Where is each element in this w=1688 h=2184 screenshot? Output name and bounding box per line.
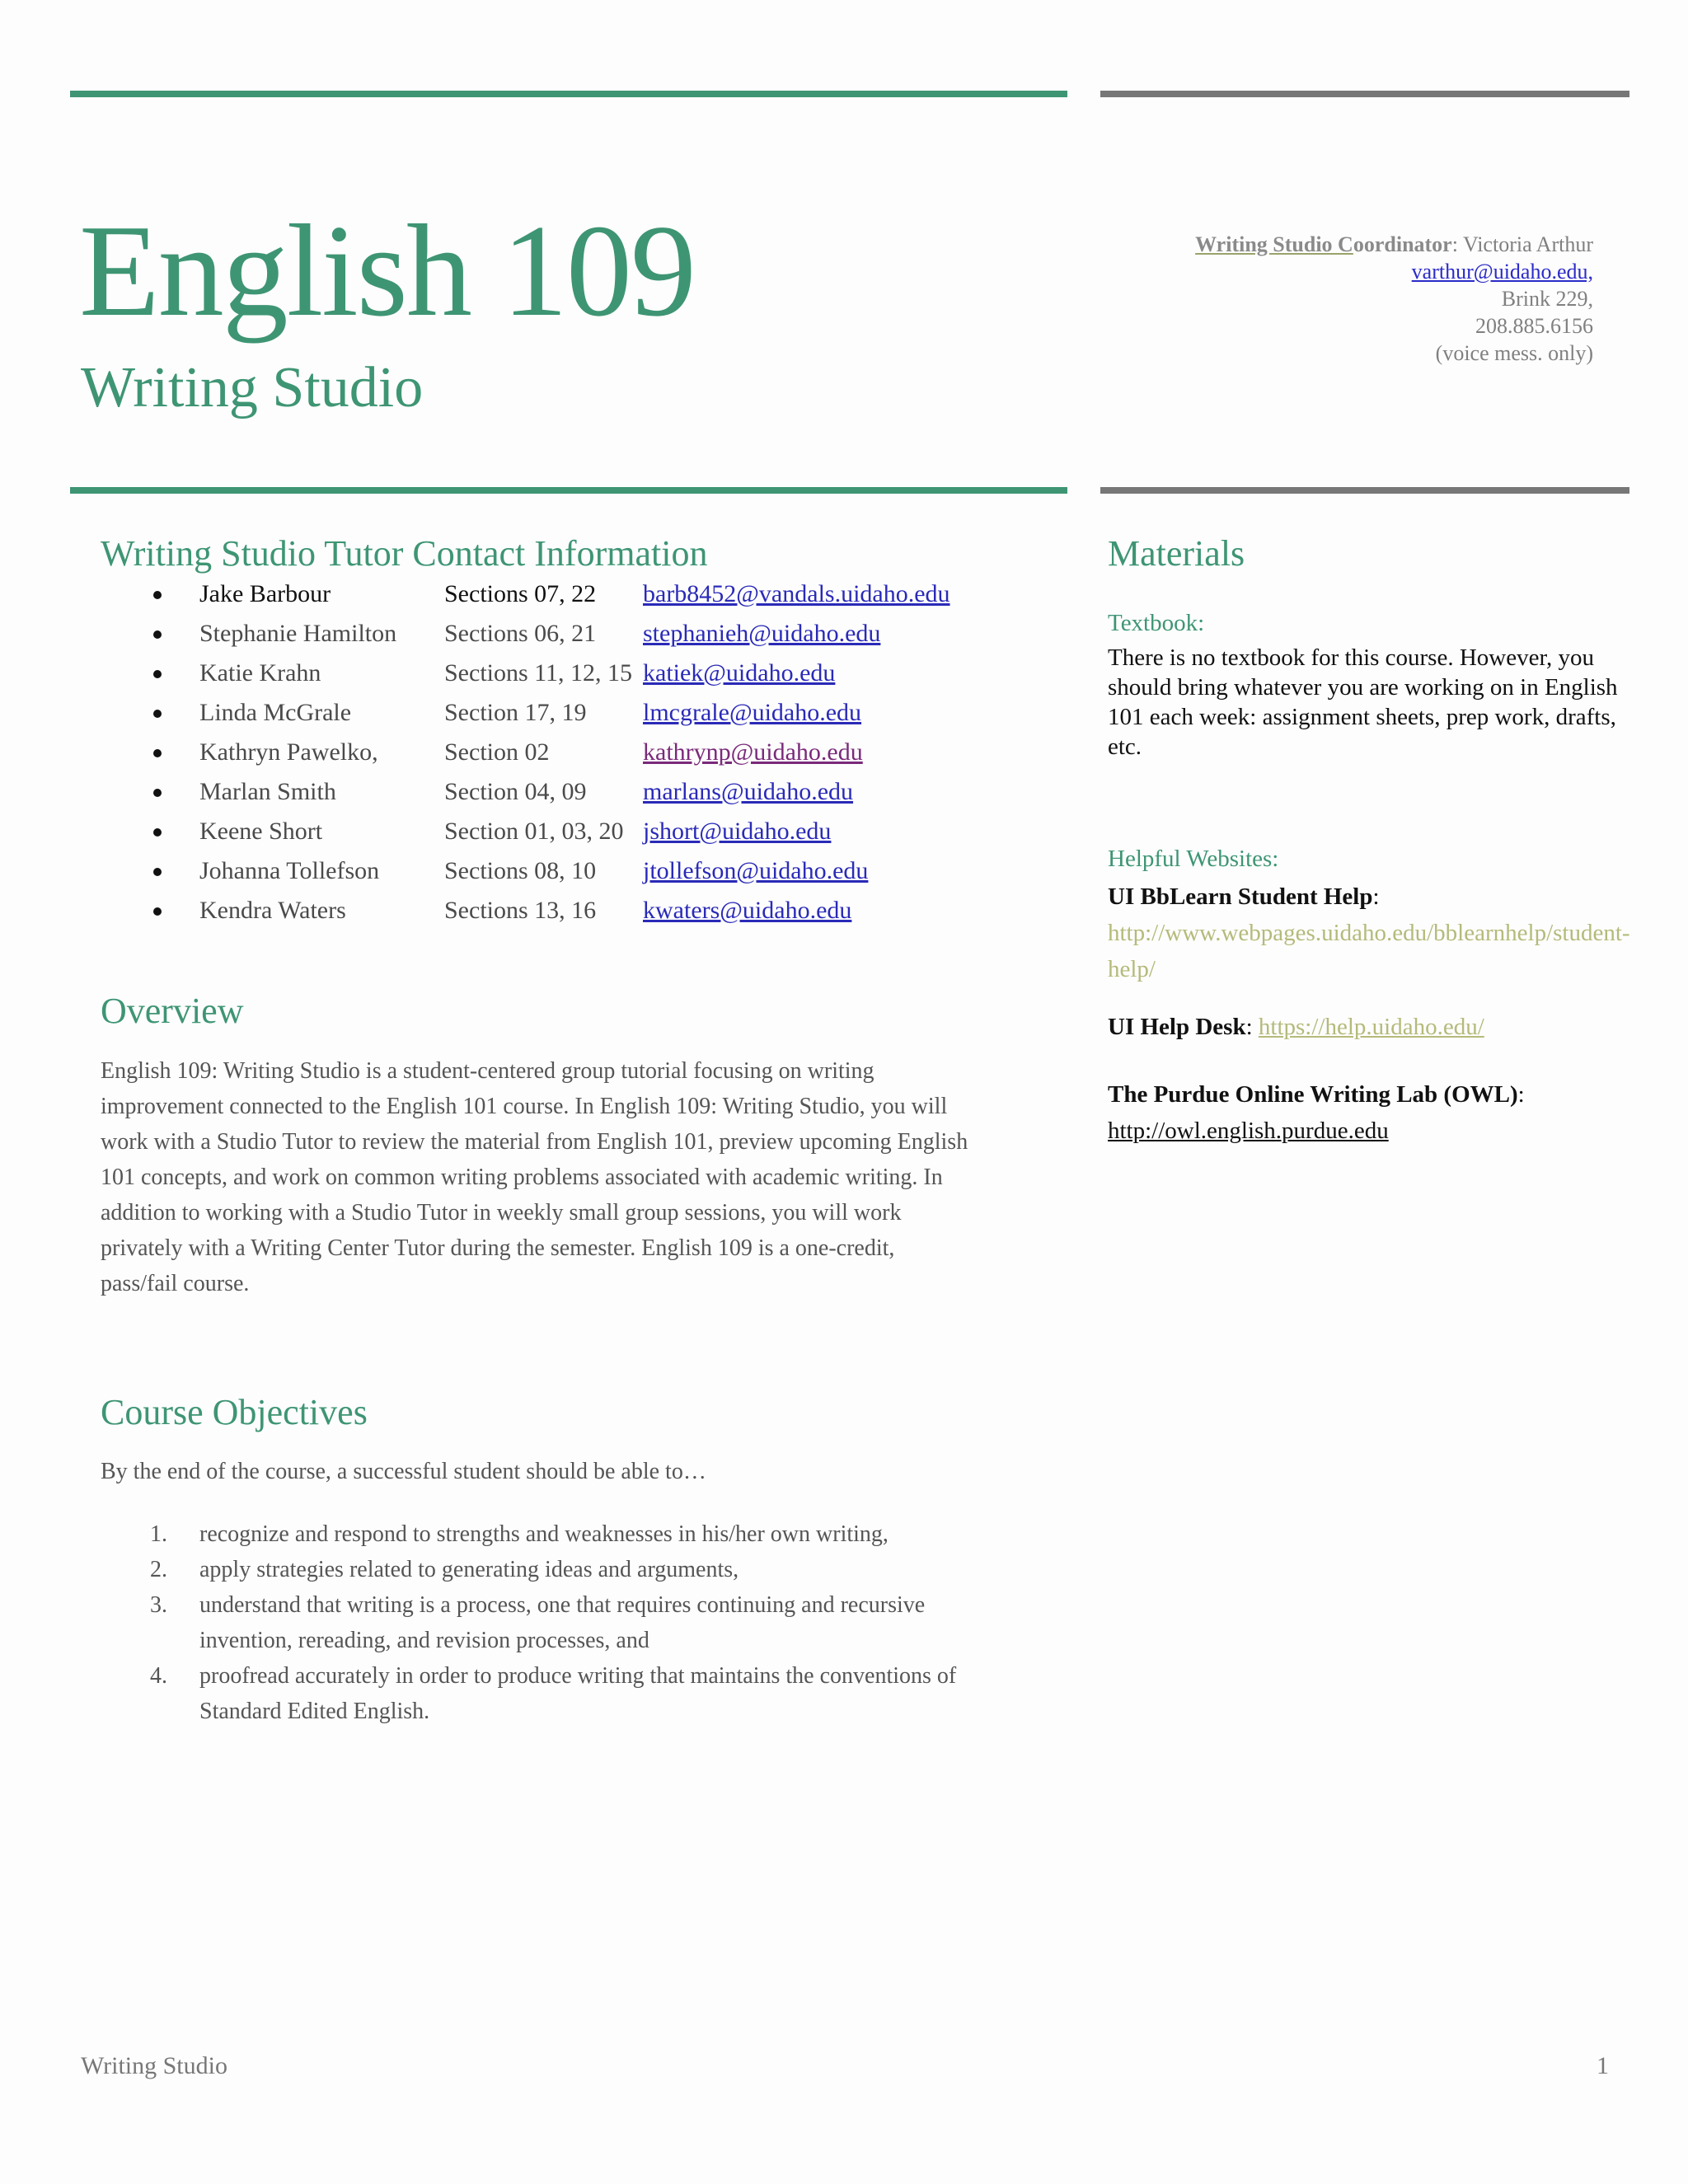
helpdesk-line: UI Help Desk: https://help.uidaho.edu/ xyxy=(1108,1014,1484,1040)
owl-link[interactable]: http://owl.english.purdue.edu xyxy=(1108,1118,1389,1144)
tutor-name: Katie Krahn xyxy=(199,659,321,687)
objectives-intro: By the end of the course, a successful student should be able to… xyxy=(101,1459,706,1484)
helpdesk-link[interactable]: https://help.uidaho.edu/ xyxy=(1258,1014,1484,1040)
bullet-icon xyxy=(153,828,162,837)
tutor-email-link[interactable]: barb8452@vandals.uidaho.edu xyxy=(643,580,950,607)
objective-item: 4. proofread accurately in order to produce writing that maintains the conventions of Standard Edited English. xyxy=(150,1663,957,1724)
tutor-sections: Sections 07, 22 xyxy=(444,580,597,607)
objective-item: 2. apply strategies related to generating ideas and arguments, xyxy=(150,1557,739,1582)
bblearn-url[interactable]: http://www.webpages.uidaho.edu/bblearnhelp/student- help/ xyxy=(1108,920,1630,982)
header-top-rule-right xyxy=(1100,91,1629,97)
coordinator-name: : Victoria Arthur xyxy=(1451,232,1593,256)
bullet-icon xyxy=(153,591,162,599)
textbook-label: Textbook: xyxy=(1108,610,1205,636)
tutor-sections: Section 04, 09 xyxy=(444,778,587,805)
bblearn-block: UI BbLearn Student Help: http://www.webpages.uidaho.edu/bblearnhelp/student- help/ xyxy=(1108,879,1635,987)
objective-item: 3. understand that writing is a process, one that requires continuing and recursive invention, rereading, and revision processes, and xyxy=(150,1592,926,1653)
tutor-email-link[interactable]: stephanieh@uidaho.edu xyxy=(643,620,881,647)
tutor-email-link[interactable]: kwaters@uidaho.edu xyxy=(643,897,852,924)
tutor-sections: Sections 06, 21 xyxy=(444,620,597,647)
objective-item: 1. recognize and respond to strengths and weaknesses in his/her own writing, xyxy=(150,1521,889,1547)
helpdesk-label: UI Help Desk xyxy=(1108,1014,1246,1040)
coordinator-phone: 208.885.6156 xyxy=(1475,314,1593,338)
bullet-icon xyxy=(153,868,162,876)
header-top-rule-left xyxy=(70,91,1067,97)
bullet-icon xyxy=(153,789,162,797)
owl-label: The Purdue Online Writing Lab (OWL) xyxy=(1108,1081,1518,1108)
header-bottom-rule-left xyxy=(70,487,1067,494)
tutor-sections: Sections 13, 16 xyxy=(444,897,597,924)
tutor-sections: Sections 11, 12, 15 xyxy=(444,659,633,687)
tutor-name: Stephanie Hamilton xyxy=(199,620,397,647)
tutor-section-heading: Writing Studio Tutor Contact Information xyxy=(101,533,708,574)
page-number: 1 xyxy=(1597,2052,1609,2079)
bullet-icon xyxy=(153,630,162,639)
page-title: English 109 xyxy=(79,197,695,344)
tutor-sections: Section 17, 19 xyxy=(444,699,587,726)
tutor-name: Johanna Tollefson xyxy=(199,857,380,884)
tutor-email-link[interactable]: lmcgrale@uidaho.edu xyxy=(643,699,862,726)
tutor-name: Jake Barbour xyxy=(199,580,331,607)
objectives-heading: Course Objectives xyxy=(101,1392,368,1432)
tutor-name: Linda McGrale xyxy=(199,699,352,726)
bblearn-label: UI BbLearn Student Help xyxy=(1108,883,1373,910)
coordinator-email-link[interactable]: varthur@uidaho.edu, xyxy=(1411,260,1593,284)
coordinator-contact xyxy=(1016,231,1593,367)
tutor-email-link[interactable]: jtollefson@uidaho.edu xyxy=(643,857,869,884)
tutor-sections: Sections 08, 10 xyxy=(444,857,597,884)
owl-block: The Purdue Online Writing Lab (OWL): http://owl.english.purdue.edu xyxy=(1108,1081,1525,1144)
tutor-name: Kathryn Pawelko, xyxy=(199,738,378,766)
bullet-icon xyxy=(153,907,162,916)
tutor-name: Marlan Smith xyxy=(199,778,336,805)
tutor-name: Kendra Waters xyxy=(199,897,346,924)
coordinator-line xyxy=(1016,231,1593,258)
header-bottom-rule-right xyxy=(1100,487,1629,494)
tutor-sections: Section 02 xyxy=(444,738,550,766)
overview-heading: Overview xyxy=(101,991,244,1031)
overview-text: English 109: Writing Studio is a student-centered group tutorial focusing on writing improvement connected to the English 101 course. In English 109: Writing Studio, you will work with a Studio Tutor to review the material from English 101, preview upcoming English 101 concepts, and work on common writing problems associated with academic writing. In addition to working with a Studio Tutor in weekly small group sessions, you will work privately with a Writing Center Tutor during the semester. English 109 is a one-credit, pass/fail course. xyxy=(101,1058,968,1296)
tutor-sections: Section 01, 03, 20 xyxy=(444,818,624,845)
websites-label: Helpful Websites: xyxy=(1108,846,1279,872)
coordinator-label: Writing Studio Coordinator xyxy=(1195,232,1452,256)
objectives-list xyxy=(101,1516,974,1729)
footer-title: Writing Studio xyxy=(81,2052,227,2079)
bullet-icon xyxy=(153,749,162,757)
tutor-name: Keene Short xyxy=(199,818,323,845)
bullet-icon xyxy=(153,670,162,678)
bullet-icon xyxy=(153,710,162,718)
tutor-email-link[interactable]: marlans@uidaho.edu xyxy=(643,778,854,805)
coordinator-office: Brink 229, xyxy=(1501,287,1593,311)
coordinator-phone-note: (voice mess. only) xyxy=(1435,341,1593,365)
tutor-email-link[interactable]: kathrynp@uidaho.edu xyxy=(643,738,863,766)
page-subtitle: Writing Studio xyxy=(81,356,424,419)
textbook-text: There is no textbook for this course. However, you should bring whatever you are working on in English 101 each week: assignment sheets, prep work, drafts, etc. xyxy=(1108,644,1618,760)
materials-heading: Materials xyxy=(1108,533,1245,574)
tutor-email-link[interactable]: jshort@uidaho.edu xyxy=(643,818,832,845)
tutor-email-link[interactable]: katiek@uidaho.edu xyxy=(643,659,836,687)
